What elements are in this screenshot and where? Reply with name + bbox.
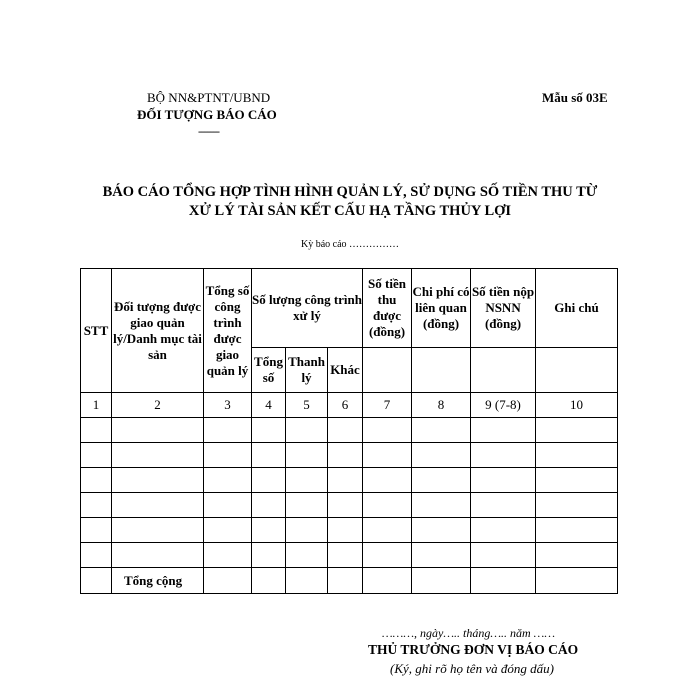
subheader-other: Khác	[328, 348, 363, 393]
column-number: 10	[536, 393, 618, 418]
table-row	[81, 518, 618, 543]
header-budget-paid: Số tiền nộp NSNN (đồng)	[471, 269, 536, 348]
total-label: Tổng cộng	[112, 568, 204, 594]
empty-cell	[471, 348, 536, 393]
header-object: Đối tượng được giao quản lý/Danh mục tài sản	[112, 269, 204, 393]
signature-note: (Ký, ghi rõ họ tên và đóng dấu)	[390, 661, 554, 676]
header-note: Ghi chú	[536, 269, 618, 348]
table-row	[81, 493, 618, 518]
header-separator: -------	[198, 124, 219, 138]
ministry-name: BỘ NN&PTNT/UBND	[147, 90, 271, 105]
column-number: 4	[252, 393, 286, 418]
column-number: 9 (7-8)	[471, 393, 536, 418]
head-of-unit-title: THỦ TRƯỞNG ĐƠN VỊ BÁO CÁO	[368, 642, 579, 657]
total-row	[81, 568, 618, 594]
empty-cell	[412, 348, 471, 393]
reporting-entity: ĐỐI TƯỢNG BÁO CÁO	[137, 107, 277, 122]
empty-cell	[363, 348, 412, 393]
report-period: Kỳ báo cáo ……………	[300, 239, 400, 250]
table-row	[81, 543, 618, 568]
table-row	[81, 443, 618, 468]
subheader-liquidation: Thanh lý	[286, 348, 328, 393]
empty-cell	[536, 348, 618, 393]
column-number: 1	[81, 393, 112, 418]
report-title-line-2: XỬ LÝ TÀI SẢN KẾT CẤU HẠ TẦNG THỦY LỢI	[188, 203, 512, 219]
date-line: ………, ngày….. tháng….. năm ……	[382, 626, 556, 640]
column-number: 7	[363, 393, 412, 418]
column-number: 3	[204, 393, 252, 418]
report-table	[80, 268, 618, 594]
column-number: 5	[286, 393, 328, 418]
column-number: 6	[328, 393, 363, 418]
subheader-total: Tổng số	[252, 348, 286, 393]
column-number: 8	[412, 393, 471, 418]
table-row	[81, 468, 618, 493]
column-number: 2	[112, 393, 204, 418]
table-row	[81, 418, 618, 443]
header-total-works: Tổng số công trình được giao quản lý	[204, 269, 252, 393]
header-collected: Số tiền thu được (đồng)	[363, 269, 412, 348]
header-stt: STT	[81, 269, 112, 393]
header-related-costs: Chi phí có liên quan (đồng)	[412, 269, 471, 348]
header-processed-works: Số lượng công trình xử lý	[252, 269, 363, 348]
report-title-line-1: BÁO CÁO TỔNG HỢP TÌNH HÌNH QUẢN LÝ, SỬ DỤNG SỐ TIỀN THU TỪ	[102, 184, 598, 200]
form-number: Mẫu số 03E	[542, 90, 608, 105]
